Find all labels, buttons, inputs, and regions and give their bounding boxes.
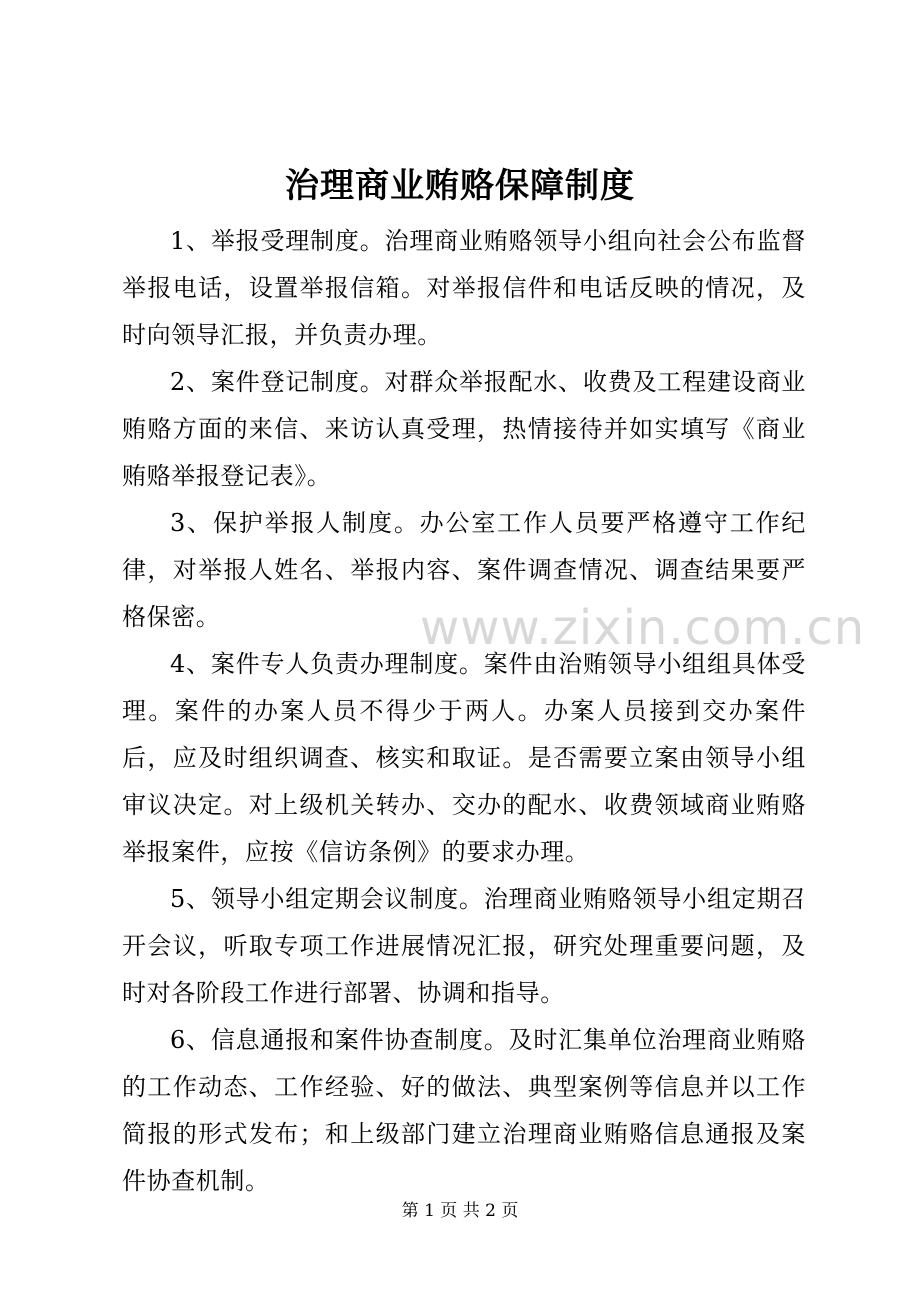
- document-body: [122, 218, 806, 1205]
- paragraph-4: 4、案件专人负责办理制度。案件由治贿领导小组组具体受理。案件的办案人员不得少于两人。办案人员接到交办案件后，应及时组织调查、核实和取证。是否需要立案由领导小组审议决定。对上级机关转办、交办的配水、收费领域商业贿赂举报案件，应按《信访条例》的要求办理。: [122, 650, 806, 866]
- paragraph-2: 2、案件登记制度。对群众举报配水、收费及工程建设商业贿赂方面的来信、来访认真受理，热情接待并如实填写《商业贿赂举报登记表》。: [122, 368, 806, 490]
- watermark: www.zixin.com.cn: [420, 600, 866, 656]
- paragraph-3: 3、保护举报人制度。办公室工作人员要严格遵守工作纪律，对举报人姓名、举报内容、案件调查情况、调查结果要严格保密。: [122, 509, 806, 631]
- paragraph-6: 6、信息通报和案件协查制度。及时汇集单位治理商业贿赂的工作动态、工作经验、好的做法、典型案例等信息并以工作简报的形式发布；和上级部门建立治理商业贿赂信息通报及案件协查机制。: [122, 1026, 806, 1195]
- paragraph-1: 1、举报受理制度。治理商业贿赂领导小组向社会公布监督举报电话，设置举报信箱。对举报信件和电话反映的情况，及时向领导汇报，并负责办理。: [122, 227, 806, 349]
- document-title: 治理商业贿赂保障制度: [285, 166, 635, 206]
- paragraph-5: 5、领导小组定期会议制度。治理商业贿赂领导小组定期召开会议，听取专项工作进展情况汇报，研究处理重要问题，及时对各阶段工作进行部署、协调和指导。: [122, 885, 806, 1007]
- page-footer: 第 1 页 共 2 页: [401, 1201, 519, 1221]
